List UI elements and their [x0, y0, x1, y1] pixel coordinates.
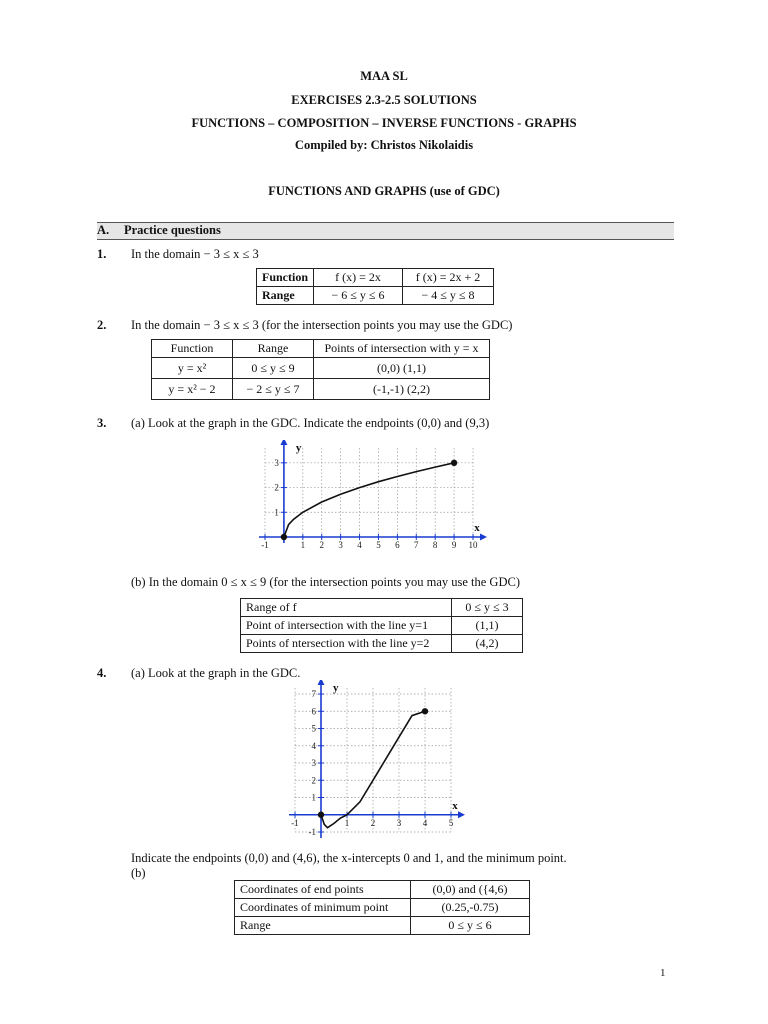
q4-graph	[275, 680, 470, 845]
page-number: 1	[660, 967, 666, 979]
table-cell: (4,2)	[452, 635, 523, 653]
y-tick-label: 2	[274, 482, 279, 493]
x-tick-label: 5	[448, 817, 454, 828]
q4-table	[234, 880, 530, 935]
x-tick-label: 5	[376, 540, 381, 550]
y-tick-label: 3	[274, 457, 279, 468]
table-cell: Point of intersection with the line y=1	[241, 617, 452, 635]
table-cell: Coordinates of minimum point	[235, 899, 411, 917]
endpoint-marker	[281, 534, 287, 540]
x-tick-label: 3	[338, 540, 343, 550]
doc-author: Compiled by: Christos Nikolaidis	[294, 138, 474, 152]
question-text: (b) In the domain 0 ≤ x ≤ 9 (for the intersection points you may use the GDC)	[131, 575, 520, 589]
endpoint-marker	[318, 812, 324, 818]
q2-intersection-table	[151, 339, 490, 400]
y-tick-label: 1	[274, 507, 279, 518]
question-text: (a) Look at the graph in the GDC. Indicate the endpoints (0,0) and (9,3)	[131, 416, 490, 430]
table-cell: − 4 ≤ y ≤ 8	[403, 287, 494, 305]
question-text: (a) Look at the graph in the GDC.	[131, 666, 301, 680]
x-tick-label: 8	[432, 540, 438, 550]
question-text: In the domain − 3 ≤ x ≤ 3	[131, 247, 259, 261]
table-cell: Range	[235, 917, 411, 935]
table-cell: y = x²	[152, 358, 233, 379]
table-cell: Range	[257, 287, 314, 305]
y-axis-label: y	[295, 442, 302, 454]
x-axis-label: x	[474, 522, 480, 534]
table-cell: (0,0) (1,1)	[314, 358, 490, 379]
y-tick-label: 6	[311, 706, 316, 717]
x-tick-label: 2	[370, 817, 376, 828]
y-axis-arrow	[318, 680, 325, 685]
y-tick-label: 4	[311, 740, 316, 751]
table-cell: f (x) = 2x + 2	[403, 269, 494, 287]
table-cell: Points of ntersection with the line y=2	[241, 635, 452, 653]
table-cell: 0 ≤ y ≤ 6	[411, 917, 530, 935]
x-tick-label: -1	[261, 540, 269, 550]
x-tick-label: 10	[468, 540, 478, 550]
question-number: 4.	[97, 666, 107, 680]
x-tick-label: 2	[319, 540, 324, 550]
doc-title-exercises: EXERCISES 2.3-2.5 SOLUTIONS	[291, 93, 477, 107]
y-axis-arrow	[280, 440, 287, 445]
question-number: 1.	[97, 247, 107, 261]
y-axis-label: y	[333, 682, 339, 694]
endpoint-marker	[451, 460, 457, 466]
x-axis-arrow	[458, 811, 465, 818]
y-tick-label: 1	[311, 792, 316, 803]
x-tick-label: 6	[395, 540, 400, 550]
x-tick-label: 3	[396, 817, 402, 828]
section-header	[97, 222, 674, 240]
table-cell: (-1,-1) (2,2)	[314, 379, 490, 400]
table-cell: 0 ≤ y ≤ 9	[233, 358, 314, 379]
table-header: Points of intersection with y = x	[314, 340, 490, 358]
x-tick-label: 7	[414, 540, 419, 550]
question-text: In the domain − 3 ≤ x ≤ 3 (for the intersection points you may use the GDC)	[131, 318, 513, 332]
function-curve	[284, 463, 454, 537]
doc-title-topics: FUNCTIONS – COMPOSITION – INVERSE FUNCTIONS - GRAPHS	[191, 116, 577, 130]
x-tick-label: 4	[357, 540, 362, 550]
endpoint-marker	[422, 708, 428, 714]
x-tick-label: 4	[422, 817, 428, 828]
doc-subtitle: FUNCTIONS AND GRAPHS (use of GDC)	[268, 184, 500, 198]
q1-range-table	[256, 268, 494, 305]
section-letter: A.	[97, 223, 110, 237]
table-header: Function	[152, 340, 233, 358]
table-cell: (1,1)	[452, 617, 523, 635]
doc-title-course: MAA SL	[360, 69, 408, 83]
table-cell: Range of f	[241, 599, 452, 617]
table-cell: Function	[257, 269, 314, 287]
table-cell: − 6 ≤ y ≤ 6	[314, 287, 403, 305]
table-cell: (0.25,-0.75)	[411, 899, 530, 917]
table-cell: f (x) = 2x	[314, 269, 403, 287]
section-title: Practice questions	[124, 223, 221, 237]
table-header: Range	[233, 340, 314, 358]
x-axis-arrow	[480, 534, 487, 541]
question-part-label: (b)	[131, 866, 146, 880]
x-tick-label: 9	[451, 540, 457, 550]
q3-table	[240, 598, 523, 653]
question-number: 2.	[97, 318, 107, 332]
table-cell: − 2 ≤ y ≤ 7	[233, 379, 314, 400]
table-cell: y = x² − 2	[152, 379, 233, 400]
x-tick-label: 1	[344, 817, 350, 828]
y-tick-label: 5	[311, 723, 316, 734]
x-tick-label: -1	[291, 817, 299, 828]
question-text: Indicate the endpoints (0,0) and (4,6), the x-intercepts 0 and 1, and the minimum point.	[131, 851, 567, 865]
x-axis-label: x	[452, 799, 458, 812]
y-tick-label: 7	[311, 689, 316, 700]
table-cell: 0 ≤ y ≤ 3	[452, 599, 523, 617]
y-tick-label: -1	[308, 827, 316, 837]
y-tick-label: 2	[311, 775, 316, 786]
q3-graph	[250, 440, 500, 555]
y-tick-label: 3	[311, 758, 316, 769]
table-cell: Coordinates of end points	[235, 881, 411, 899]
x-tick-label: 1	[300, 540, 306, 550]
table-cell: (0,0) and ({4,6)	[411, 881, 530, 899]
question-number: 3.	[97, 416, 107, 430]
